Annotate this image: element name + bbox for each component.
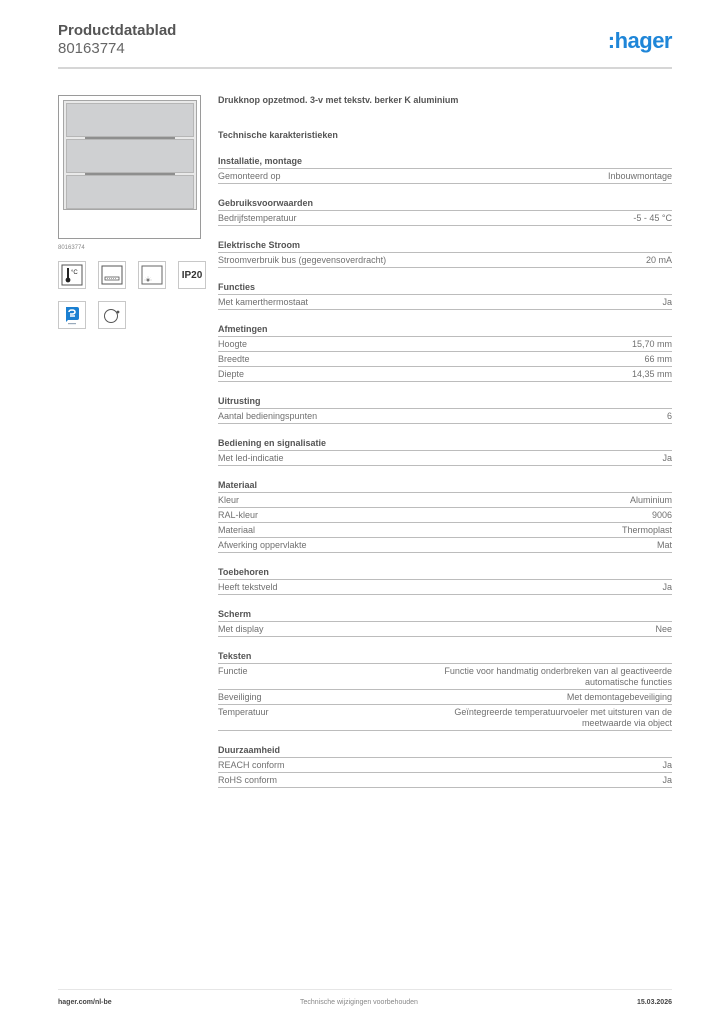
image-caption: 80163774 [58,245,85,251]
spec-label: Afwerking oppervlakte [218,540,307,550]
spec-row [218,690,672,705]
ring-connector-icon [98,301,126,329]
spec-value: Mat [656,540,672,550]
spec-value: 6 [666,411,672,421]
spec-value: Inbouwmontage [607,171,672,181]
spec-value: Ja [662,582,672,592]
spec-value: Nee [655,624,672,634]
push-button-panel-illustration [63,100,197,210]
footer-divider [58,989,672,990]
spec-row [218,523,672,538]
spec-label: Kleur [218,495,240,505]
section-title: Installatie, montage [218,155,672,169]
spec-row [218,705,672,731]
spec-label: Hoogte [218,339,248,349]
spec-value: Met demontagebeveiliging [566,692,672,702]
spec-row [218,253,672,268]
rocker-1 [66,103,194,137]
section-duurzaamheid [218,744,672,788]
feature-icons [58,261,201,329]
section-installatie [218,155,672,184]
spec-row [218,773,672,788]
spec-row [218,538,672,553]
section-title: Uitrusting [218,395,672,409]
spec-row [218,295,672,310]
spec-value: 20 mA [645,255,672,265]
spec-label: Materiaal [218,525,256,535]
section-scherm [218,608,672,637]
spec-label: Aantal bedieningspunten [218,411,318,421]
section-teksten [218,650,672,731]
product-specifications [218,94,672,788]
spec-value: Geïntegreerde temperatuurvoeler met uitsturen van de meetwaarde via object [454,707,672,728]
spec-row [218,664,672,690]
svg-text:°C: °C [71,270,78,276]
hager-logo: :hager [607,28,672,53]
section-title: Functies [218,281,672,295]
section-title: Duurzaamheid [218,744,672,758]
display-module-icon [98,261,126,289]
spec-row [218,169,672,184]
spec-value: 9006 [651,510,672,520]
spec-row [218,508,672,523]
spec-row [218,211,672,226]
easy-configuration-icon [58,301,86,329]
spec-label: Met kamerthermostaat [218,297,309,307]
section-title: Gebruiksvoorwaarden [218,197,672,211]
spec-label: Diepte [218,369,245,379]
website-link[interactable]: hager.com/nl-be [58,999,112,1006]
spec-label: Bedrijfstemperatuur [218,213,297,223]
spec-row [218,580,672,595]
section-functies [218,281,672,310]
spec-row [218,758,672,773]
page-title: Productdatablad [58,22,177,39]
spec-value: Functie voor handmatig onderbreken van al geactiveerde automatische functies [444,666,672,687]
section-title: Teksten [218,650,672,664]
section-uitrusting [218,395,672,424]
section-bediening [218,437,672,466]
section-toebehoren [218,566,672,595]
product-image [58,95,201,239]
page-header [58,22,672,68]
document-date: 15.03.2026 [636,999,672,1006]
spec-label: Met led-indicatie [218,453,284,463]
spec-row [218,493,672,508]
spec-label: Beveiliging [218,692,262,702]
spec-label: Stroomverbruik bus (gegevensoverdracht) [218,255,387,265]
spec-label: Breedte [218,354,250,364]
spec-label: Heeft tekstveld [218,582,278,592]
header-divider [58,67,672,69]
spec-row [218,352,672,367]
spec-value: 14,35 mm [631,369,672,379]
spec-value: Ja [662,297,672,307]
section-title: Elektrische Stroom [218,239,672,253]
spec-row [218,337,672,352]
section-materiaal [218,479,672,553]
spec-value: 15,70 mm [631,339,672,349]
led-indicator-icon [138,261,166,289]
spec-label: REACH conform [218,760,285,770]
spec-value: Ja [662,775,672,785]
spec-label: RoHS conform [218,775,278,785]
spec-value: Ja [662,760,672,770]
spec-value: Ja [662,453,672,463]
section-title: Toebehoren [218,566,672,580]
spec-value: -5 - 45 °C [633,213,672,223]
rocker-2 [66,139,194,173]
product-sidebar [58,95,201,329]
section-afmetingen [218,323,672,382]
spec-row [218,451,672,466]
section-title: Afmetingen [218,323,672,337]
spec-row [218,409,672,424]
spec-row [218,622,672,637]
ip-rating-label: IP20 [181,269,203,281]
product-description: Drukknop opzetmod. 3-v met tekstv. berker K aluminium [218,95,459,105]
spec-row [218,367,672,382]
ip-rating-icon [178,261,206,289]
spec-label: Functie [218,666,248,676]
spec-label: Met display [218,624,264,634]
temperature-celsius-icon [58,261,86,289]
section-gebruiksvoorwaarden [218,197,672,226]
spec-value: Thermoplast [621,525,672,535]
section-title: Materiaal [218,479,672,493]
spec-label: RAL-kleur [218,510,259,520]
section-title: Scherm [218,608,672,622]
spec-label: Temperatuur [218,707,269,717]
technical-characteristics-title: Technische karakteristieken [218,130,338,140]
section-elektrische-stroom [218,239,672,268]
spec-value: Aluminium [629,495,672,505]
spec-label: Gemonteerd op [218,171,281,181]
disclaimer: Technische wijzigingen voorbehouden [300,999,418,1006]
rocker-3 [66,175,194,209]
section-title: Bediening en signalisatie [218,437,672,451]
spec-value: 66 mm [644,354,672,364]
article-number: 80163774 [58,40,125,57]
